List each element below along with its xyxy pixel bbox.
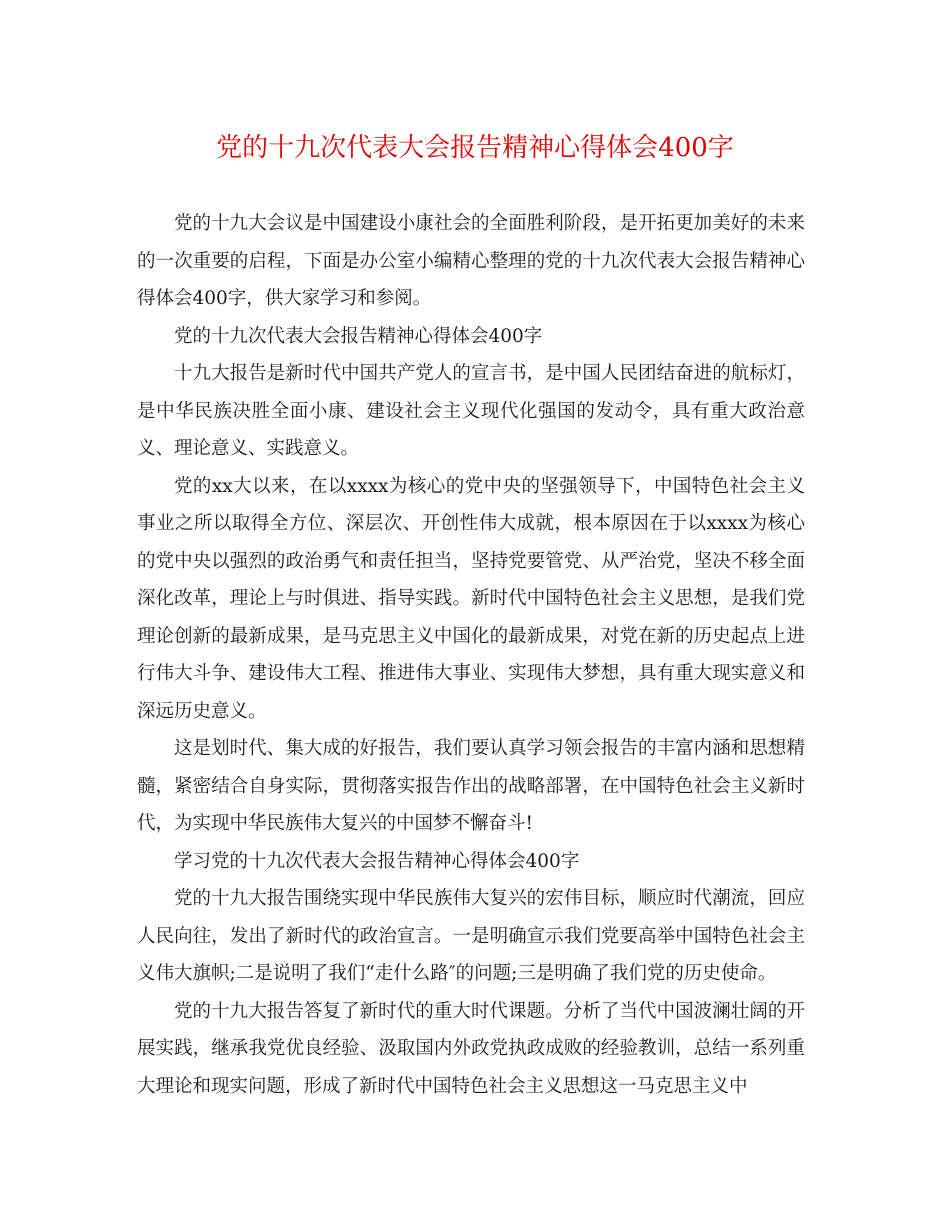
document-body	[137, 205, 805, 1105]
paragraph: 党的xx大以来，在以xxxx为核心的党中央的坚强领导下，中国特色社会主义事业之所以取得全方位、深层次、开创性伟大成就，根本原因在于以xxxx为核心的党中央以强烈的政治勇气和责任担当，坚持党要管党、从严治党，坚决不移全面深化改革，理论上与时俱进、指导实践。新时代中国特色社会主义思想，是我们党理论创新的最新成果，是马克思主义中国化的最新成果，对党在新的历史起点上进行伟大斗争、建设伟大工程、推进伟大事业、实现伟大梦想，具有重大现实意义和深远历史意义。	[137, 475, 805, 722]
paragraph: 十九大报告是新时代中国共产党人的宣言书，是中国人民团结奋进的航标灯，是中华民族决胜全面小康、建设社会主义现代化强国的发动令，具有重大政治意义、理论意义、实践意义。	[137, 363, 805, 459]
paragraph: 党的十九大报告围绕实现中华民族伟大复兴的宏伟目标，顺应时代潮流，回应人民向往，发出了新时代的政治宣言。一是明确宣示我们党要高举中国特色社会主义伟大旗帜;二是说明了我们“走什么路″的问题;三是明确了我们党的历史使命。	[137, 888, 805, 984]
paragraph: 党的十九大报告答复了新时代的重大时代课题。分析了当代中国波澜壮阔的开展实践，继承我党优良经验、汲取国内外政党执政成败的经验教训，总结一系列重大理论和现实问题，形成了新时代中国特色社会主义思想这一马克思主义中	[137, 1000, 805, 1097]
section-heading-2: 学习党的十九次代表大会报告精神心得体会400字	[174, 850, 580, 872]
section-heading-1: 党的十九次代表大会报告精神心得体会400字	[174, 325, 543, 347]
document-title: 党的十九次代表大会报告精神心得体会400字	[216, 133, 734, 163]
paragraph-intro: 党的十九大会议是中国建设小康社会的全面胜利阶段，是开拓更加美好的未来的一次重要的启程，下面是办公室小编精心整理的党的十九次代表大会报告精神心得体会400字，供大家学习和参阅。	[137, 213, 805, 309]
paragraph: 这是划时代、集大成的好报告，我们要认真学习领会报告的丰富内涵和思想精髓，紧密结合自身实际，贯彻落实报告作出的战略部署，在中国特色社会主义新时代，为实现中华民族伟大复兴的中国梦不懈奋斗!	[137, 738, 805, 834]
